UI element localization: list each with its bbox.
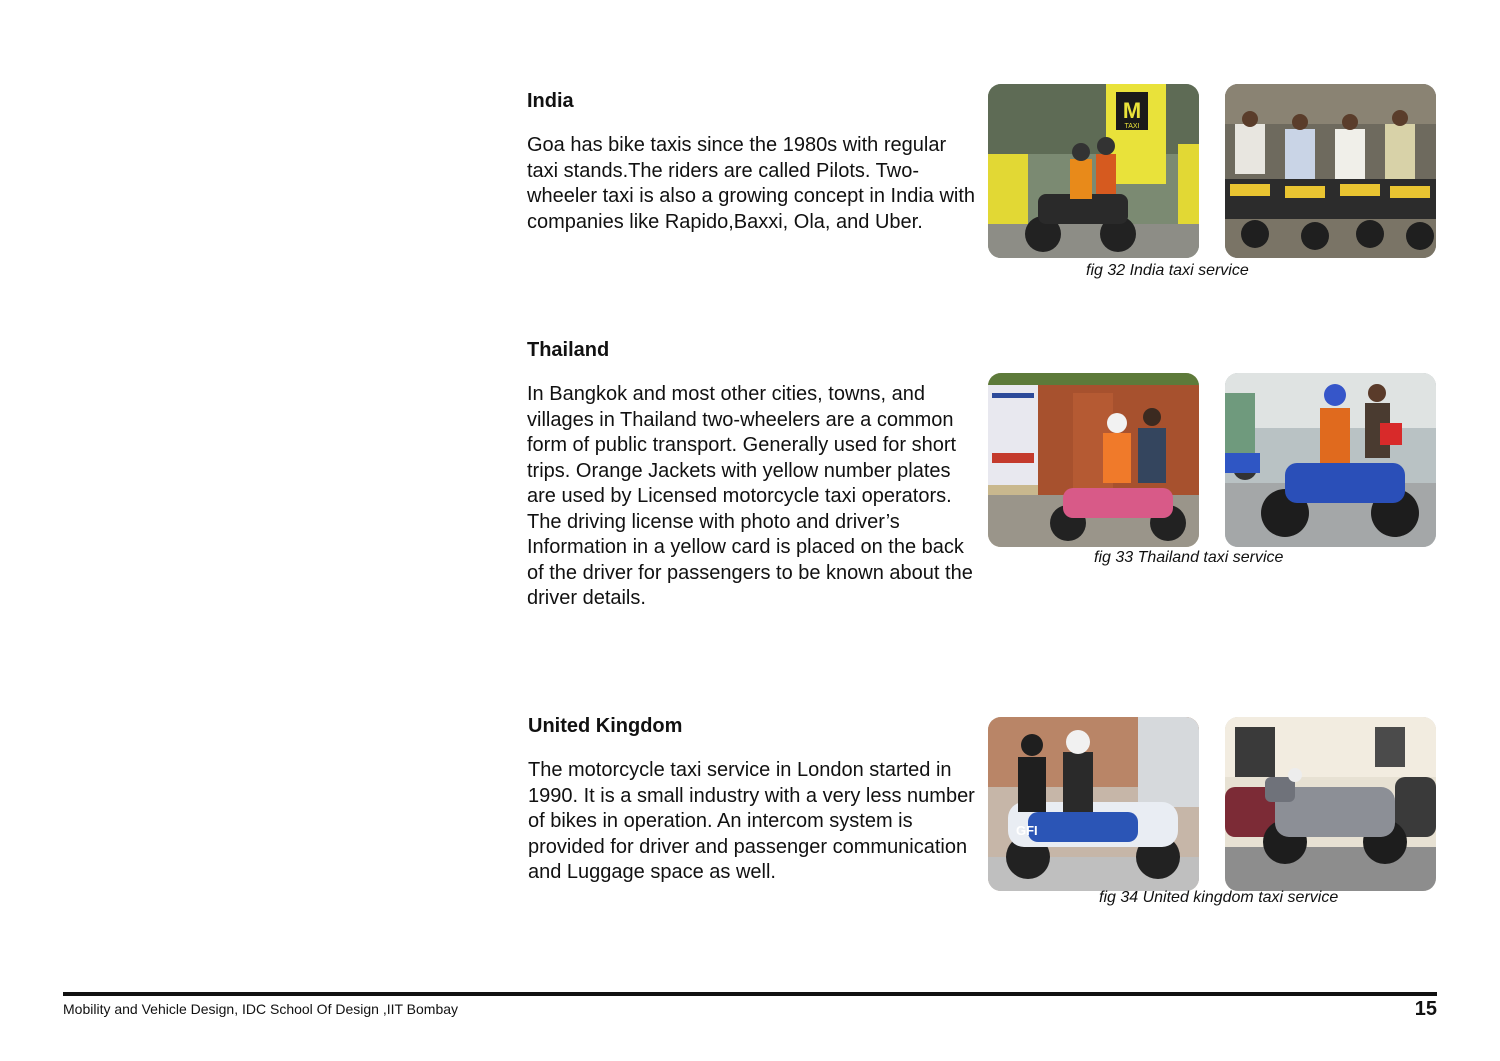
fairing-text: GFI <box>1016 823 1038 838</box>
section-heading: United Kingdom <box>528 715 683 737</box>
section-heading: Thailand <box>527 339 610 361</box>
taxi-sign-letter: M <box>1122 98 1142 123</box>
figure-caption: fig 33 Thailand taxi service <box>1094 549 1284 566</box>
figure-caption: fig 32 India taxi service <box>1086 262 1249 279</box>
taxi-sign-sub: TAXI <box>1124 123 1140 130</box>
thailand-photo-left <box>988 373 1199 547</box>
section-uk <box>528 715 978 886</box>
uk-photo-right <box>1225 717 1436 891</box>
footer-rule <box>63 992 1437 996</box>
footer-text: Mobility and Vehicle Design, IDC School Of Design ,IIT Bombay <box>63 1001 459 1017</box>
india-photo-left <box>988 84 1199 258</box>
section-heading: India <box>527 90 574 112</box>
section-paragraph: The motorcycle taxi service in London started in 1990. It is a small industry with a very less number of bikes in operation. An intercom system is provided for driver and passenger communication and Luggage space as well. <box>528 759 975 883</box>
section-india <box>527 90 977 235</box>
section-paragraph: In Bangkok and most other cities, towns, and villages in Thailand two-wheelers are a common form of public transport. Generally used for short trips. Orange Jackets with yellow number plates are used by Licensed motorcycle taxi operators. The driving license with photo and driver’s Information in a yellow card is placed on the back of the driver for passengers to be known about the driver details. <box>527 383 973 609</box>
page-number: 15 <box>1414 998 1437 1020</box>
section-thailand <box>527 339 977 612</box>
section-paragraph: Goa has bike taxis since the 1980s with regular taxi stands.The riders are called Pilots. Two-wheeler taxi is also a growing concept in India with companies like Rapido,Baxxi, Ola, and Uber. <box>527 134 976 233</box>
thailand-photo-right <box>1225 373 1436 547</box>
figure-caption: fig 34 United kingdom taxi service <box>1099 889 1339 906</box>
uk-photo-left <box>988 717 1199 891</box>
india-photo-right <box>1225 84 1436 258</box>
